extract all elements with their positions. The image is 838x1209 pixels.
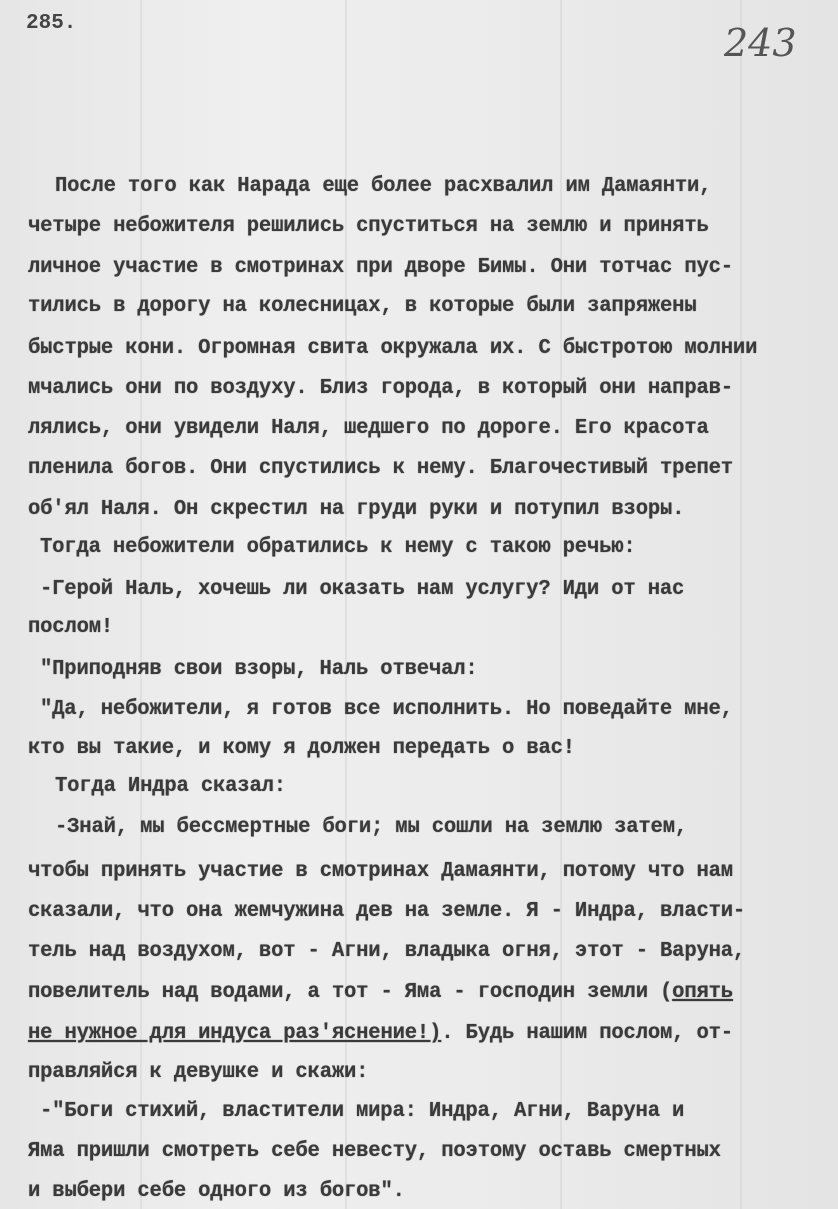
- underlined-remark: не нужное для индуса раз'яснение!): [28, 1022, 442, 1045]
- page-number: 285.: [26, 12, 77, 35]
- text-line: -Знай, мы бессмертные боги; мы сошли на землю затем,: [55, 816, 688, 839]
- text-line: чтобы принять участие в смотринах Дамаянти, потому что нам: [28, 860, 733, 883]
- text-line: После того как Нарада еще более расхвалил им Дамаянти,: [55, 175, 712, 198]
- text-line: и выбери себе одного из богов".: [28, 1180, 405, 1203]
- text-line: лялись, они увидели Наля, шедшего по дороге. Его красота: [28, 417, 709, 440]
- text-line: четыре небожителя решились спуститься на землю и принять: [28, 215, 709, 238]
- text-line: "Приподняв свои взоры, Наль отвечал:: [40, 658, 478, 681]
- underlined-remark: опять: [672, 981, 733, 1004]
- handwritten-folio-text: 243: [724, 21, 797, 65]
- text-line: Тогда Индра сказал:: [55, 775, 286, 798]
- text-line: тель над воздухом, вот - Агни, владыка огня, этот - Варуна,: [28, 940, 746, 963]
- handwritten-folio-number: [722, 12, 797, 70]
- text-line: пленила богов. Они спустились к нему. Благочестивый трепет: [28, 457, 733, 480]
- text-line: [28, 979, 733, 1007]
- text-line: мчались они по воздуху. Близ города, в который они направ-: [28, 377, 733, 400]
- text-line: -"Боги стихий, властители мира: Индра, Агни, Варуна и: [40, 1100, 685, 1123]
- text-line: тились в дорогу на колесницах, в которые были запряжены: [28, 295, 697, 318]
- text-line: сказали, что она жемчужина дев на земле. Я - Индра, власти-: [28, 900, 746, 923]
- text-line: -Герой Наль, хочешь ли оказать нам услугу? Иди от нас: [40, 578, 685, 601]
- text-line: [28, 1020, 733, 1048]
- text-line: "Да, небожители, я готов все исполнить. Но поведайте мне,: [40, 698, 733, 721]
- text-line: кто вы такие, и кому я должен передать о вас!: [28, 737, 575, 760]
- text-line: быстрые кони. Огромная свита окружала их. С быстротою молнии: [28, 337, 758, 360]
- text-line: послом!: [28, 616, 114, 639]
- text-line: Яма пришли смотреть себе невесту, поэтому оставь смертных: [28, 1140, 721, 1163]
- text-line: правляйся к девушке и скажи:: [28, 1061, 369, 1084]
- text-segment: . Будь нашим послом, от-: [441, 1022, 733, 1045]
- text-line: об'ял Наля. Он скрестил на груди руки и потупил взоры.: [28, 498, 685, 521]
- text-line: личное участие в смотринах при дворе Бимы. Они тотчас пус-: [28, 256, 733, 279]
- text-segment: повелитель над водами, а тот - Яма - господин земли (: [28, 981, 673, 1004]
- scan-streak: [740, 0, 742, 1209]
- text-line: Тогда небожители обратились к нему с такою речью:: [40, 536, 636, 559]
